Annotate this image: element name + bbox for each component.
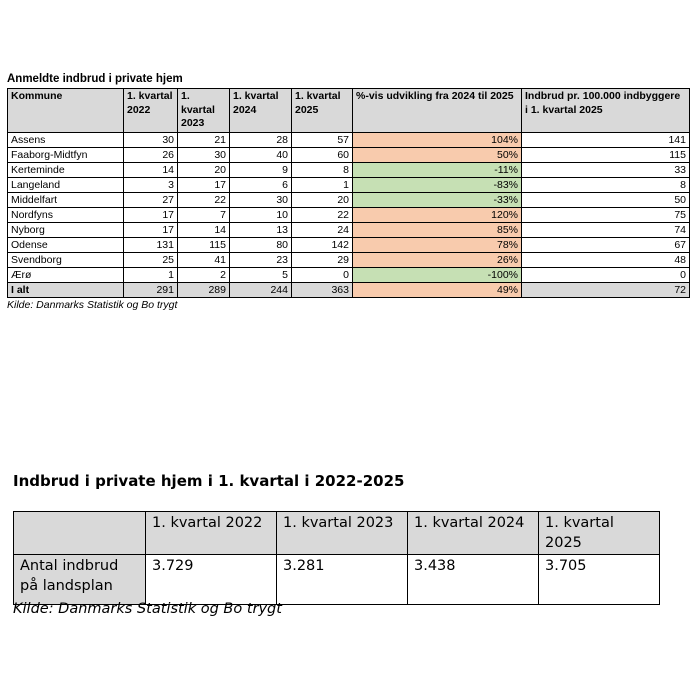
table-row	[8, 207, 690, 222]
value-cell: 14	[124, 162, 178, 177]
value-cell: 7	[178, 207, 230, 222]
value-cell: 20	[178, 162, 230, 177]
value-cell: 141	[522, 132, 690, 147]
change-cell: 78%	[353, 237, 522, 252]
value-cell: 23	[230, 252, 292, 267]
value-cell: 33	[522, 162, 690, 177]
table2-source: Kilde: Danmarks Statistik og Bo trygt	[13, 601, 282, 617]
value-cell: 8	[292, 162, 353, 177]
value-cell: 26	[124, 147, 178, 162]
national-burglary-table	[13, 511, 660, 605]
column-header: 1. kvartal 2024	[408, 512, 539, 555]
value-cell: 5	[230, 267, 292, 282]
column-header: 1. kvartal 2025	[539, 512, 660, 555]
value-cell: 28	[230, 132, 292, 147]
change-cell: 85%	[353, 222, 522, 237]
municipality-cell: Ærø	[8, 267, 124, 282]
change-cell: 50%	[353, 147, 522, 162]
value-cell: 131	[124, 237, 178, 252]
table-cell: 3.705	[539, 555, 660, 605]
value-cell: 29	[292, 252, 353, 267]
municipality-cell: Assens	[8, 132, 124, 147]
value-cell: 40	[230, 147, 292, 162]
column-header	[14, 512, 146, 555]
value-cell: 72	[522, 282, 690, 297]
column-header: %-vis udvikling fra 2024 til 2025	[353, 89, 522, 133]
municipality-cell: Faaborg-Midtfyn	[8, 147, 124, 162]
municipality-cell: Odense	[8, 237, 124, 252]
table2-title: Indbrud i private hjem i 1. kvartal i 2022-2025	[13, 472, 405, 490]
value-cell: 17	[124, 207, 178, 222]
value-cell: 115	[522, 147, 690, 162]
row-label: Antal indbrud på landsplan	[14, 555, 146, 605]
municipality-cell: Nordfyns	[8, 207, 124, 222]
value-cell: 30	[230, 192, 292, 207]
value-cell: 115	[178, 237, 230, 252]
value-cell: 75	[522, 207, 690, 222]
table2-header-row	[14, 512, 660, 555]
value-cell: 20	[292, 192, 353, 207]
table-row	[8, 132, 690, 147]
value-cell: 0	[292, 267, 353, 282]
column-header: 1. kvartal 2024	[230, 89, 292, 133]
value-cell: 9	[230, 162, 292, 177]
value-cell: 1	[124, 267, 178, 282]
municipality-cell: Middelfart	[8, 192, 124, 207]
change-cell: 120%	[353, 207, 522, 222]
column-header: 1. kvartal 2025	[292, 89, 353, 133]
table-row	[8, 252, 690, 267]
value-cell: 41	[178, 252, 230, 267]
change-cell: 104%	[353, 132, 522, 147]
value-cell: 22	[178, 192, 230, 207]
value-cell: 289	[178, 282, 230, 297]
value-cell: 21	[178, 132, 230, 147]
value-cell: 10	[230, 207, 292, 222]
value-cell: 291	[124, 282, 178, 297]
value-cell: 27	[124, 192, 178, 207]
change-cell: -33%	[353, 192, 522, 207]
table1-title: Anmeldte indbrud i private hjem	[7, 73, 183, 85]
change-cell: -83%	[353, 177, 522, 192]
table-cell: 3.438	[408, 555, 539, 605]
value-cell: 57	[292, 132, 353, 147]
municipality-cell: Kerteminde	[8, 162, 124, 177]
value-cell: 17	[124, 222, 178, 237]
municipality-cell: I alt	[8, 282, 124, 297]
value-cell: 48	[522, 252, 690, 267]
value-cell: 50	[522, 192, 690, 207]
table-row	[14, 555, 660, 605]
value-cell: 8	[522, 177, 690, 192]
value-cell: 13	[230, 222, 292, 237]
table-row	[8, 162, 690, 177]
column-header: Indbrud pr. 100.000 indbyggere i 1. kvartal 2025	[522, 89, 690, 133]
municipality-cell: Nyborg	[8, 222, 124, 237]
table-row	[8, 192, 690, 207]
value-cell: 60	[292, 147, 353, 162]
value-cell: 22	[292, 207, 353, 222]
value-cell: 2	[178, 267, 230, 282]
table-row	[8, 267, 690, 282]
table-row	[8, 222, 690, 237]
table-cell: 3.281	[277, 555, 408, 605]
value-cell: 244	[230, 282, 292, 297]
table-cell: 3.729	[146, 555, 277, 605]
table1-body	[8, 132, 690, 297]
value-cell: 14	[178, 222, 230, 237]
municipality-cell: Svendborg	[8, 252, 124, 267]
value-cell: 30	[124, 132, 178, 147]
table-row	[8, 177, 690, 192]
change-cell: -11%	[353, 162, 522, 177]
value-cell: 3	[124, 177, 178, 192]
change-cell: 49%	[353, 282, 522, 297]
value-cell: 0	[522, 267, 690, 282]
column-header: 1. kvartal 2023	[277, 512, 408, 555]
value-cell: 142	[292, 237, 353, 252]
value-cell: 17	[178, 177, 230, 192]
burglary-by-municipality-table	[7, 88, 690, 298]
column-header: 1. kvartal 2022	[146, 512, 277, 555]
value-cell: 80	[230, 237, 292, 252]
value-cell: 6	[230, 177, 292, 192]
value-cell: 24	[292, 222, 353, 237]
table-row	[8, 237, 690, 252]
value-cell: 30	[178, 147, 230, 162]
change-cell: -100%	[353, 267, 522, 282]
value-cell: 25	[124, 252, 178, 267]
column-header: 1. kvartal 2023	[178, 89, 230, 133]
total-row	[8, 282, 690, 297]
value-cell: 1	[292, 177, 353, 192]
municipality-cell: Langeland	[8, 177, 124, 192]
column-header: Kommune	[8, 89, 124, 133]
value-cell: 67	[522, 237, 690, 252]
value-cell: 363	[292, 282, 353, 297]
column-header: 1. kvartal 2022	[124, 89, 178, 133]
table1-header-row	[8, 89, 690, 133]
table1-source: Kilde: Danmarks Statistik og Bo trygt	[7, 299, 178, 311]
value-cell: 74	[522, 222, 690, 237]
change-cell: 26%	[353, 252, 522, 267]
table-row	[8, 147, 690, 162]
